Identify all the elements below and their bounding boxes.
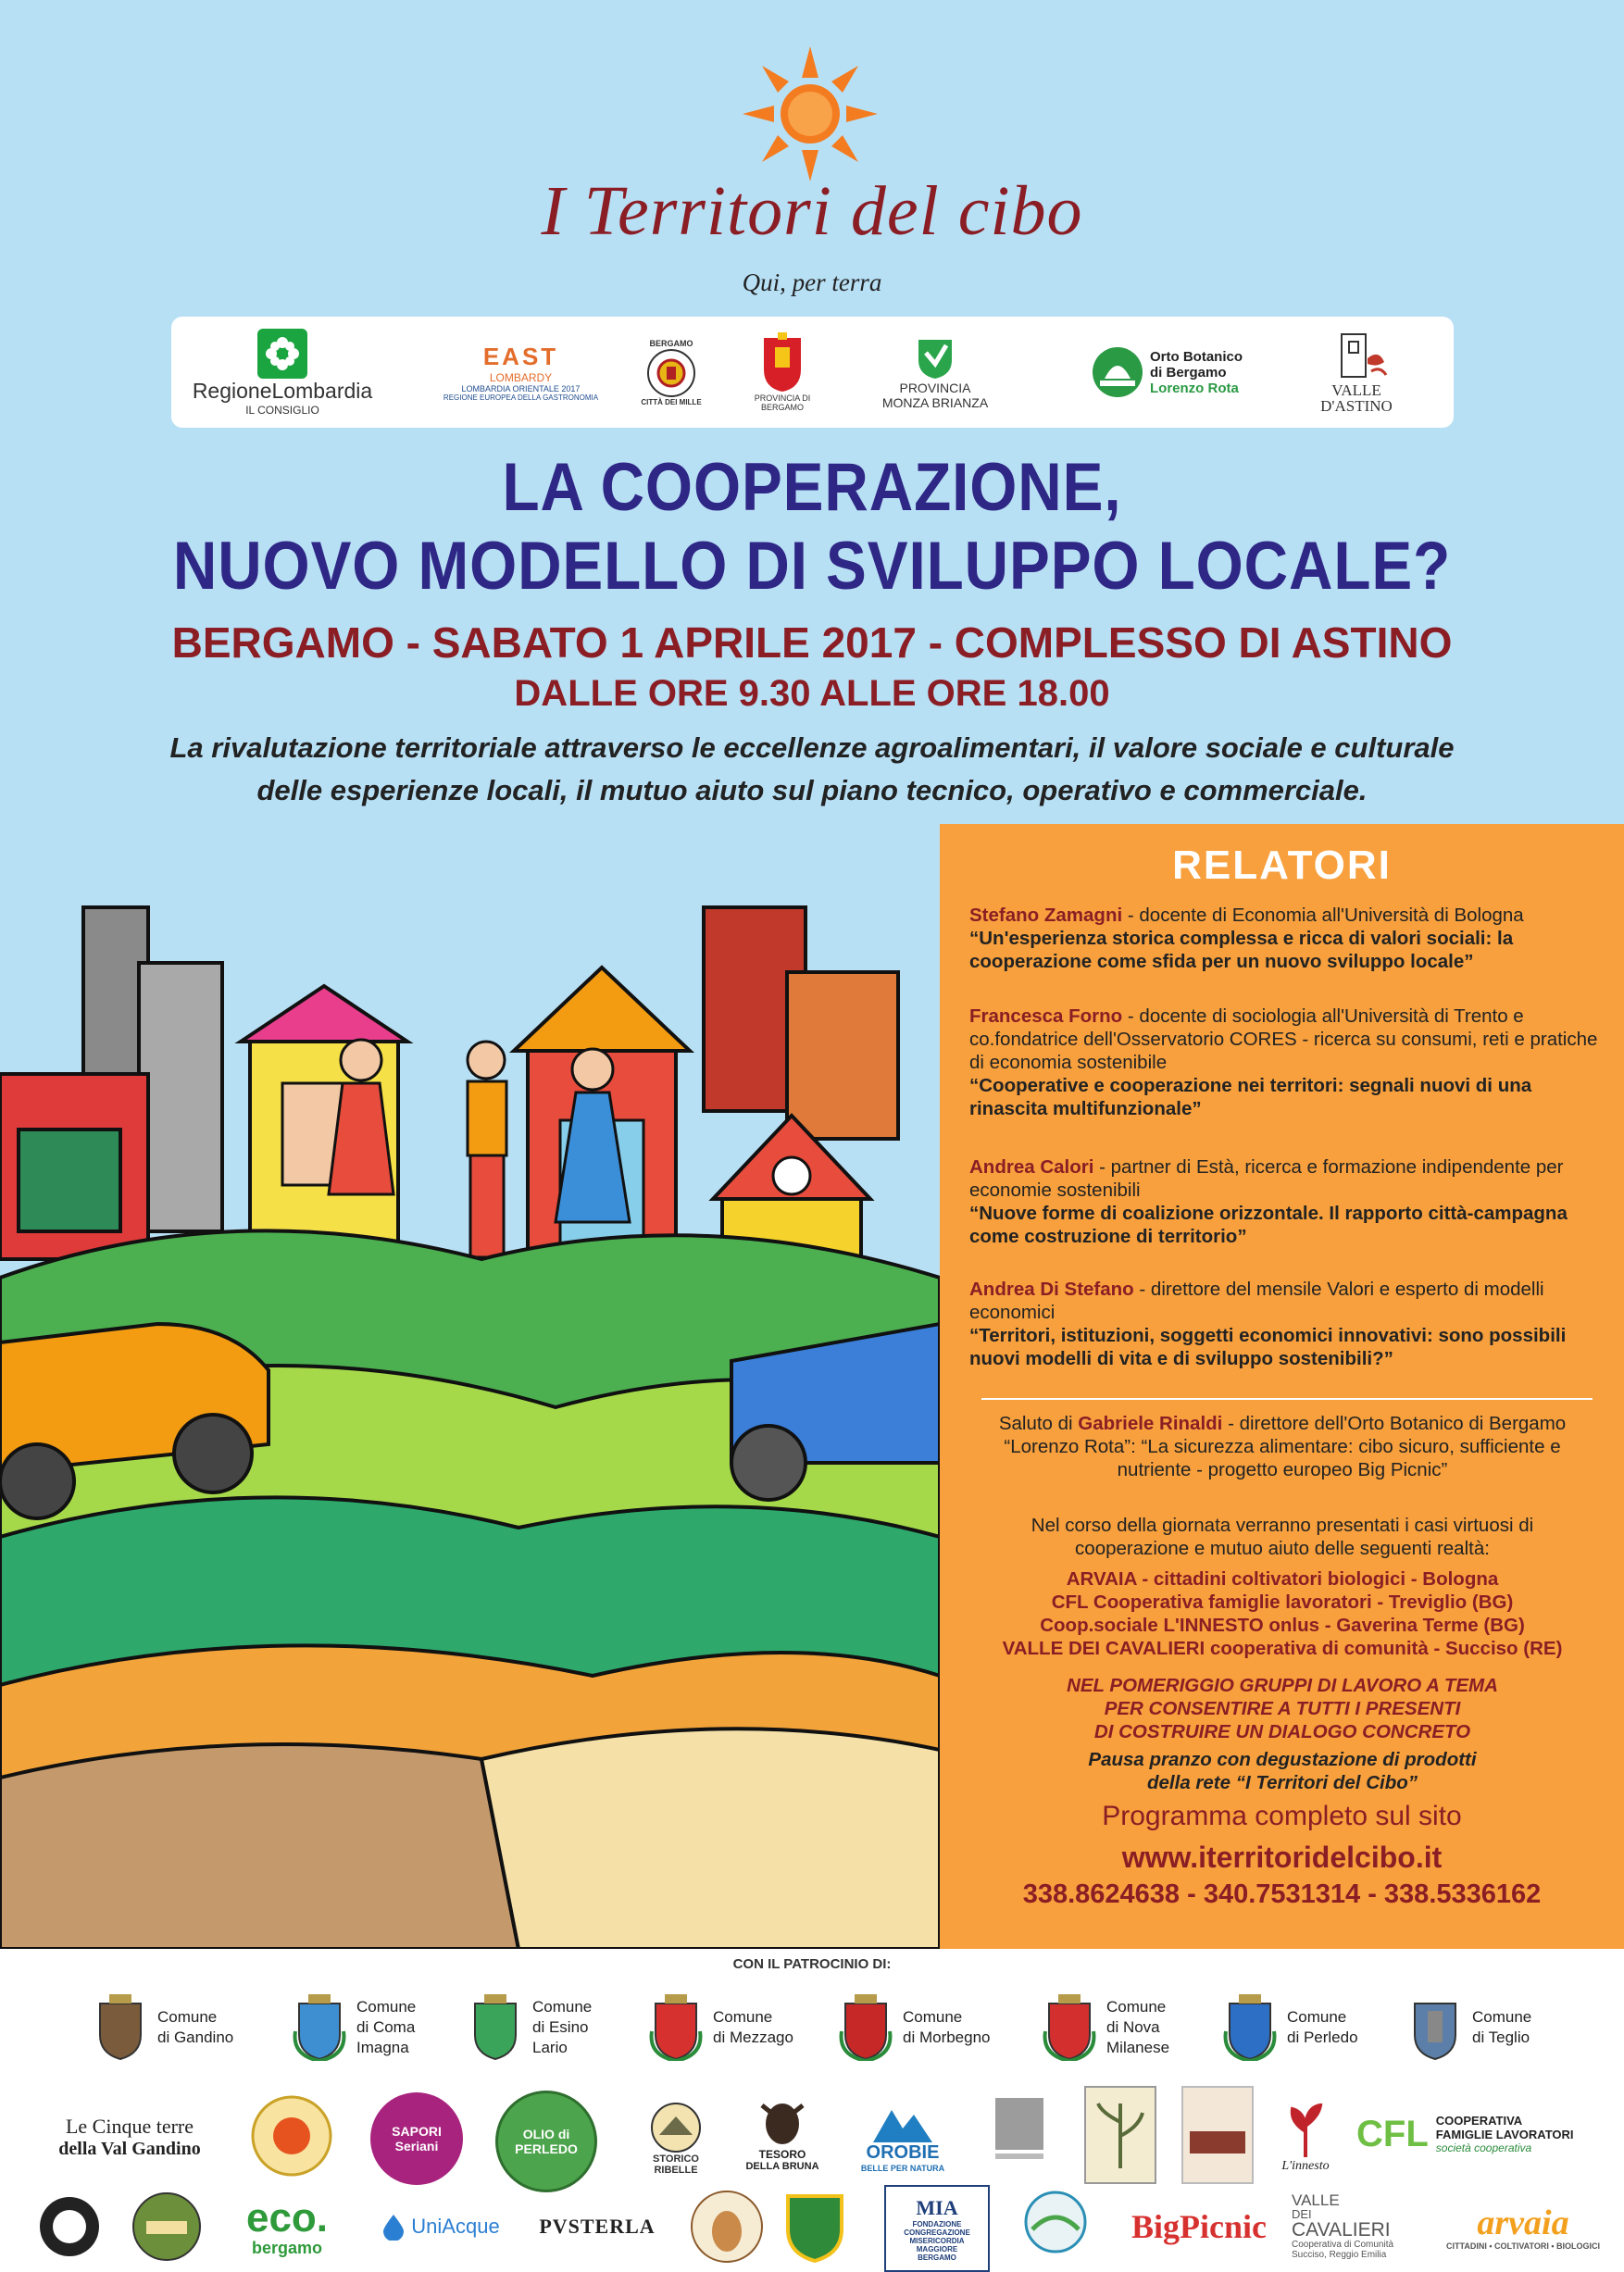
- comune-7-l1: Comune: [1287, 2008, 1347, 2026]
- orobie-l1: OROBIE: [866, 2141, 940, 2163]
- orto-l3: Lorenzo Rota: [1150, 380, 1239, 396]
- comune-crest-icon: [648, 1994, 704, 2061]
- green-shield-icon: [782, 2192, 847, 2263]
- provincia-bergamo-logo: [736, 326, 829, 418]
- tower-building-2: [139, 963, 222, 1231]
- comune-6-l2: di Nova: [1106, 2018, 1160, 2036]
- comune-3-l1: Comune: [532, 1998, 593, 2016]
- bigpicnic-logo: [1125, 2203, 1273, 2250]
- mia-fondazione-logo: [884, 2185, 990, 2272]
- comune-2-l3: Imagna: [356, 2039, 409, 2056]
- orobie-l2: BELLE PER NATURA: [860, 2163, 945, 2173]
- regione-name: RegioneLombardia: [192, 378, 373, 403]
- comune-1-l1: Comune: [157, 2008, 218, 2026]
- astino-l2: D'ASTINO: [1320, 397, 1393, 415]
- uniacque-logo: [370, 2208, 509, 2245]
- event-date-place: BERGAMO - SABATO 1 APRILE 2017 - COMPLESSO DI ASTINO: [171, 618, 1453, 667]
- innesto-logo: [1268, 2094, 1343, 2183]
- comune-3-l2: di Esino: [532, 2018, 589, 2036]
- comune-8-l1: Comune: [1472, 2008, 1532, 2026]
- innesto-text: L'innesto: [1281, 2159, 1330, 2173]
- speaker-3: [969, 1155, 1608, 1248]
- speaker-2-name: Francesca Forno: [969, 1005, 1123, 1027]
- description-line-1: La rivalutazione territoriale attraverso le eccellenze agroalimentari, il valore sociale e culturale: [169, 731, 1455, 764]
- comune-7-l2: di Perledo: [1287, 2029, 1358, 2046]
- bergamo-top: BERGAMO: [649, 338, 693, 348]
- comune-perledo: [1222, 1986, 1358, 2069]
- speaker-1-role: - docente di Economia all'Università di Bologna: [1122, 905, 1524, 926]
- cfl-l2: FAMIGLIE LAVORATORI: [1435, 2128, 1574, 2141]
- yellow-house-roof: [241, 986, 407, 1042]
- provincia-bg-label: PROVINCIA DI BERGAMO: [754, 393, 811, 412]
- program-phones: 338.8624638 - 340.7531314 - 338.5336162: [1022, 1879, 1542, 1909]
- comune-6-l1: Comune: [1106, 1998, 1167, 2016]
- cfl-l1: COOPERATIVA: [1435, 2114, 1523, 2128]
- arvaia-l1: arvaia: [1477, 2203, 1569, 2242]
- eco-l1: eco.: [245, 2194, 329, 2241]
- cfl-logo: [1356, 2102, 1597, 2166]
- case-3: Coop.sociale L'INNESTO onlus - Gaverina Terme (BG): [1040, 1615, 1525, 1636]
- comune-crest-icon: [93, 1994, 148, 2061]
- orto-l1: Orto Botanico: [1150, 348, 1243, 365]
- olio-text: OLIO di PERLEDO: [515, 2127, 578, 2156]
- cow-icon: [755, 2096, 810, 2148]
- mia-l6: BERGAMO: [918, 2253, 956, 2262]
- brand-tagline: Qui, per terra: [742, 268, 882, 296]
- arvaia-l2: CITTADINI • COLTIVATORI • BIOLOGICI: [1446, 2241, 1600, 2251]
- regione-lombardia-icon: [257, 329, 307, 379]
- orto-botanico-logo: [1088, 326, 1245, 418]
- workshop-line-2: PER CONSENTIRE A TUTTI I PRESENTI: [1104, 1698, 1461, 1719]
- case-2: CFL Cooperativa famiglie lavoratori - Treviglio (BG): [1051, 1592, 1514, 1613]
- east-name: EAST: [482, 343, 559, 370]
- astino-l1: VALLE: [1331, 381, 1381, 399]
- red-house-roof: [514, 967, 690, 1051]
- regione-lombardia-logo: [185, 326, 380, 418]
- storico-text: STORICO RIBELLE: [653, 2153, 699, 2176]
- comune-mezzago: [648, 1986, 793, 2069]
- water-drop-icon: [380, 2213, 407, 2241]
- cinque-terre-logo: [37, 2100, 222, 2174]
- mia-l3: CONGREGAZIONE: [904, 2228, 970, 2237]
- round-window: [773, 1157, 810, 1194]
- sun-logo-icon: [741, 44, 880, 183]
- speaker-2-talk: “Cooperative e cooperazione nei territori: segnali nuovi di una rinascita multifunzionale”: [969, 1075, 1532, 1119]
- speaker-1: [969, 904, 1608, 973]
- comune-gandino: [93, 1986, 233, 2069]
- valle-astino-logo: [1296, 326, 1417, 418]
- lunch-line-2: della rete “I Territori del Cibo”: [1147, 1772, 1418, 1793]
- ecomuseo-logo-icon: [1005, 2187, 1106, 2266]
- headline-line-1: LA COOPERAZIONE,: [502, 450, 1122, 525]
- workshop-line-1: NEL POMERIGGIO GRUPPI DI LAVORO A TEMA: [1067, 1675, 1498, 1696]
- lunch-line-1: Pausa pranzo con degustazione di prodotti: [1088, 1749, 1477, 1770]
- monza-l1: PROVINCIA: [899, 381, 971, 395]
- comune-1-l2: di Gandino: [157, 2029, 234, 2046]
- brand-title: I Territori del cibo: [541, 172, 1083, 250]
- regione-sub: IL CONSIGLIO: [245, 403, 319, 417]
- relatori-title: RELATORI: [1172, 843, 1392, 888]
- comune-nova-milanese: [1042, 1986, 1169, 2069]
- case-1: ARVAIA - cittadini coltivatori biologici - Bologna: [1066, 1568, 1499, 1590]
- comune-4-l2: di Mezzago: [713, 2029, 793, 2046]
- organic-circle-icon: [250, 2094, 333, 2178]
- comune-5-l1: Comune: [903, 2008, 963, 2026]
- monza-l2: MONZA BRIANZA: [881, 395, 989, 410]
- comune-2-l2: di Coma: [356, 2018, 416, 2036]
- speaker-4-talk: “Territori, istituzioni, soggetti economici innovativi: sono possibili nuovi modelli di vita e di sviluppo sostenibili?”: [969, 1325, 1567, 1369]
- sponsor-logo-strip: [171, 317, 1454, 428]
- cfl-mark: CFL: [1356, 2113, 1429, 2154]
- speaker-2: [969, 1005, 1608, 1120]
- speaker-4-name: Andrea Di Stefano: [969, 1279, 1134, 1300]
- arvaia-logo: [1440, 2192, 1606, 2263]
- speaker-3-talk: “Nuove forme di coalizione orizzontale. Il rapporto città-campagna come costruzione di territorio”: [969, 1203, 1568, 1247]
- innesto-plant-icon: [1285, 2103, 1326, 2159]
- comune-8-l2: di Teglio: [1472, 2029, 1530, 2046]
- east-lombardy-logo: [440, 326, 602, 418]
- relatori-panel: [940, 824, 1624, 1949]
- panel-divider: [981, 1398, 1593, 1400]
- description-line-2: delle esperienze locali, il mutuo aiuto sul piano tecnico, operativo e commerciale.: [256, 774, 1368, 806]
- pvsterla-logo: [532, 2203, 662, 2250]
- orto-l2: di Bergamo: [1150, 364, 1227, 381]
- bergamo-citta-logo: [634, 326, 708, 418]
- recipe-book-icon: [1181, 2085, 1255, 2185]
- comune-3-l3: Lario: [532, 2039, 568, 2056]
- valle-l2: DEI: [1292, 2206, 1312, 2221]
- patata-logo-icon: [685, 2187, 768, 2266]
- sapori-text: SAPORI Seriani: [392, 2124, 442, 2153]
- comune-4-l1: Comune: [713, 2008, 773, 2026]
- comune-crest-icon: [1042, 1994, 1097, 2061]
- comune-morbegno: [838, 1986, 991, 2069]
- botanical-plate-icon: [1083, 2085, 1157, 2185]
- saluto-name: Gabriele Rinaldi: [1078, 1413, 1223, 1434]
- field-cream: [481, 1729, 940, 1949]
- patronage-label: CON IL PATROCINIO DI:: [732, 1956, 892, 1972]
- olio-perledo-logo: [495, 2091, 597, 2192]
- comune-esino-lario: [468, 1986, 592, 2069]
- monza-brianza-icon: [915, 334, 956, 381]
- eco-l2: bergamo: [251, 2238, 323, 2257]
- valle-l5: Succiso, Reggio Emilia: [1292, 2249, 1387, 2260]
- bigpicnic-text: BigPicnic: [1131, 2208, 1267, 2245]
- speaker-4-role: - direttore del mensile Valori e esperto di modelli economici: [969, 1279, 1544, 1323]
- bergamo-bottom: CITTÀ DEI MILLE: [641, 397, 702, 406]
- illustration-village: [0, 889, 940, 1949]
- valle-astino-tower-icon: [1323, 331, 1390, 382]
- sapori-seriani-logo: [370, 2092, 463, 2185]
- comune-6-l3: Milanese: [1106, 2039, 1170, 2056]
- tesoro-l2: DELLA BRUNA: [745, 2161, 819, 2172]
- comune-crest-icon: [292, 1994, 347, 2061]
- program-url-link[interactable]: www.iterritoridelcibo.it: [1121, 1841, 1443, 1874]
- provincia-monza-logo: [870, 326, 1000, 418]
- saluto-post: - direttore dell'Orto Botanico di Bergamo “Lorenzo Rota”: “La sicurezza alimentare: cibo sicuro, sufficiente e nutriente - progetto europeo Big Picnic”: [1004, 1413, 1567, 1480]
- cinque-l2: della Val Gandino: [58, 2138, 201, 2159]
- cinque-l1: Le Cinque terre: [65, 2114, 194, 2138]
- comune-2-l1: Comune: [356, 1998, 417, 2016]
- mia-l5: MAGGIORE: [916, 2244, 958, 2253]
- tesoro-bruna-logo: [736, 2083, 829, 2185]
- tesoro-l1: TESORO: [758, 2148, 806, 2161]
- valle-l3: CAVALIERI: [1292, 2218, 1391, 2241]
- east-sub: LOMBARDY: [489, 371, 553, 384]
- provincia-bergamo-shield-icon: [761, 332, 804, 393]
- case-4: VALLE DEI CAVALIERI cooperativa di comunità - Succiso (RE): [1002, 1638, 1563, 1659]
- program-label: Programma completo sul sito: [1102, 1801, 1462, 1831]
- saluto-block: [977, 1412, 1588, 1481]
- workshop-line-3: DI COSTRUIRE UN DIALOGO CONCRETO: [1093, 1721, 1471, 1742]
- factory-windows: [19, 1130, 120, 1231]
- valle-l1: VALLE: [1292, 2191, 1340, 2209]
- speaker-2-role: - docente di sociologia all'Università di Trento e co.fondatrice dell'Osservatorio CORES - ricerca su consumi, reti e pratiche di economia sostenibile: [969, 1005, 1598, 1073]
- storico-ribelle-logo: [630, 2094, 722, 2183]
- comune-crest-icon: [1407, 1994, 1463, 2061]
- event-time: DALLE ORE 9.30 ALLE ORE 18.00: [514, 673, 1110, 714]
- black-badge-icon: [37, 2194, 102, 2259]
- comune-crest-icon: [1222, 1994, 1278, 2061]
- bergamo-seal-icon: [646, 348, 696, 398]
- comune-crest-icon: [468, 1994, 523, 2061]
- pvsterla-text: PVSTERLA: [539, 2215, 656, 2238]
- east-line4: REGIONE EUROPEA DELLA GASTRONOMIA: [443, 393, 599, 402]
- hill-house: [787, 972, 898, 1139]
- headline-line-2: NUOVO MODELLO DI SVILUPPO LOCALE?: [172, 529, 1452, 604]
- grey-square-logo-icon: [986, 2094, 1051, 2178]
- mia-l4: MISERICORDIA: [909, 2236, 965, 2245]
- comune-coma-imagna: [292, 1986, 416, 2069]
- east-line3: LOMBARDIA ORIENTALE 2017: [461, 384, 581, 393]
- valle-cavalieri-logo: [1292, 2183, 1430, 2268]
- uniacque-text: UniAcque: [411, 2215, 500, 2238]
- mia-l2: FONDAZIONE: [912, 2219, 962, 2228]
- speaker-1-name: Stefano Zamagni: [969, 905, 1123, 926]
- green-round-logo-icon: [130, 2190, 204, 2264]
- mia-l1: MIA: [916, 2195, 958, 2219]
- speaker-3-name: Andrea Calori: [969, 1156, 1094, 1178]
- speaker-4: [969, 1278, 1608, 1370]
- cfl-l3: società cooperativa: [1435, 2141, 1532, 2154]
- orobie-mountains-icon: [873, 2105, 932, 2142]
- saluto-pre: Saluto di: [998, 1413, 1079, 1434]
- comune-teglio: [1407, 1986, 1531, 2069]
- storico-ribelle-icon: [650, 2102, 702, 2153]
- eco-bergamo-logo: [222, 2194, 352, 2261]
- cases-intro: Nel corso della giornata verranno presentati i casi virtuosi di cooperazione e mutuo aiuto delle seguenti realtà:: [1031, 1515, 1534, 1559]
- valle-l4: Cooperativa di Comunità: [1292, 2239, 1394, 2250]
- orobie-logo: [852, 2094, 954, 2183]
- speaker-1-talk: “Un'esperienza storica complessa e ricca di valori sociali: la cooperazione come sfida per un nuovo sviluppo locale”: [969, 928, 1514, 972]
- speaker-3-role: - partner di Està, ricerca e formazione indipendente per economie sostenibili: [969, 1156, 1564, 1201]
- comune-5-l2: di Morbegno: [903, 2029, 991, 2046]
- field-brown: [0, 1744, 518, 1949]
- orto-botanico-icon: [1091, 345, 1144, 399]
- comune-crest-icon: [838, 1994, 893, 2061]
